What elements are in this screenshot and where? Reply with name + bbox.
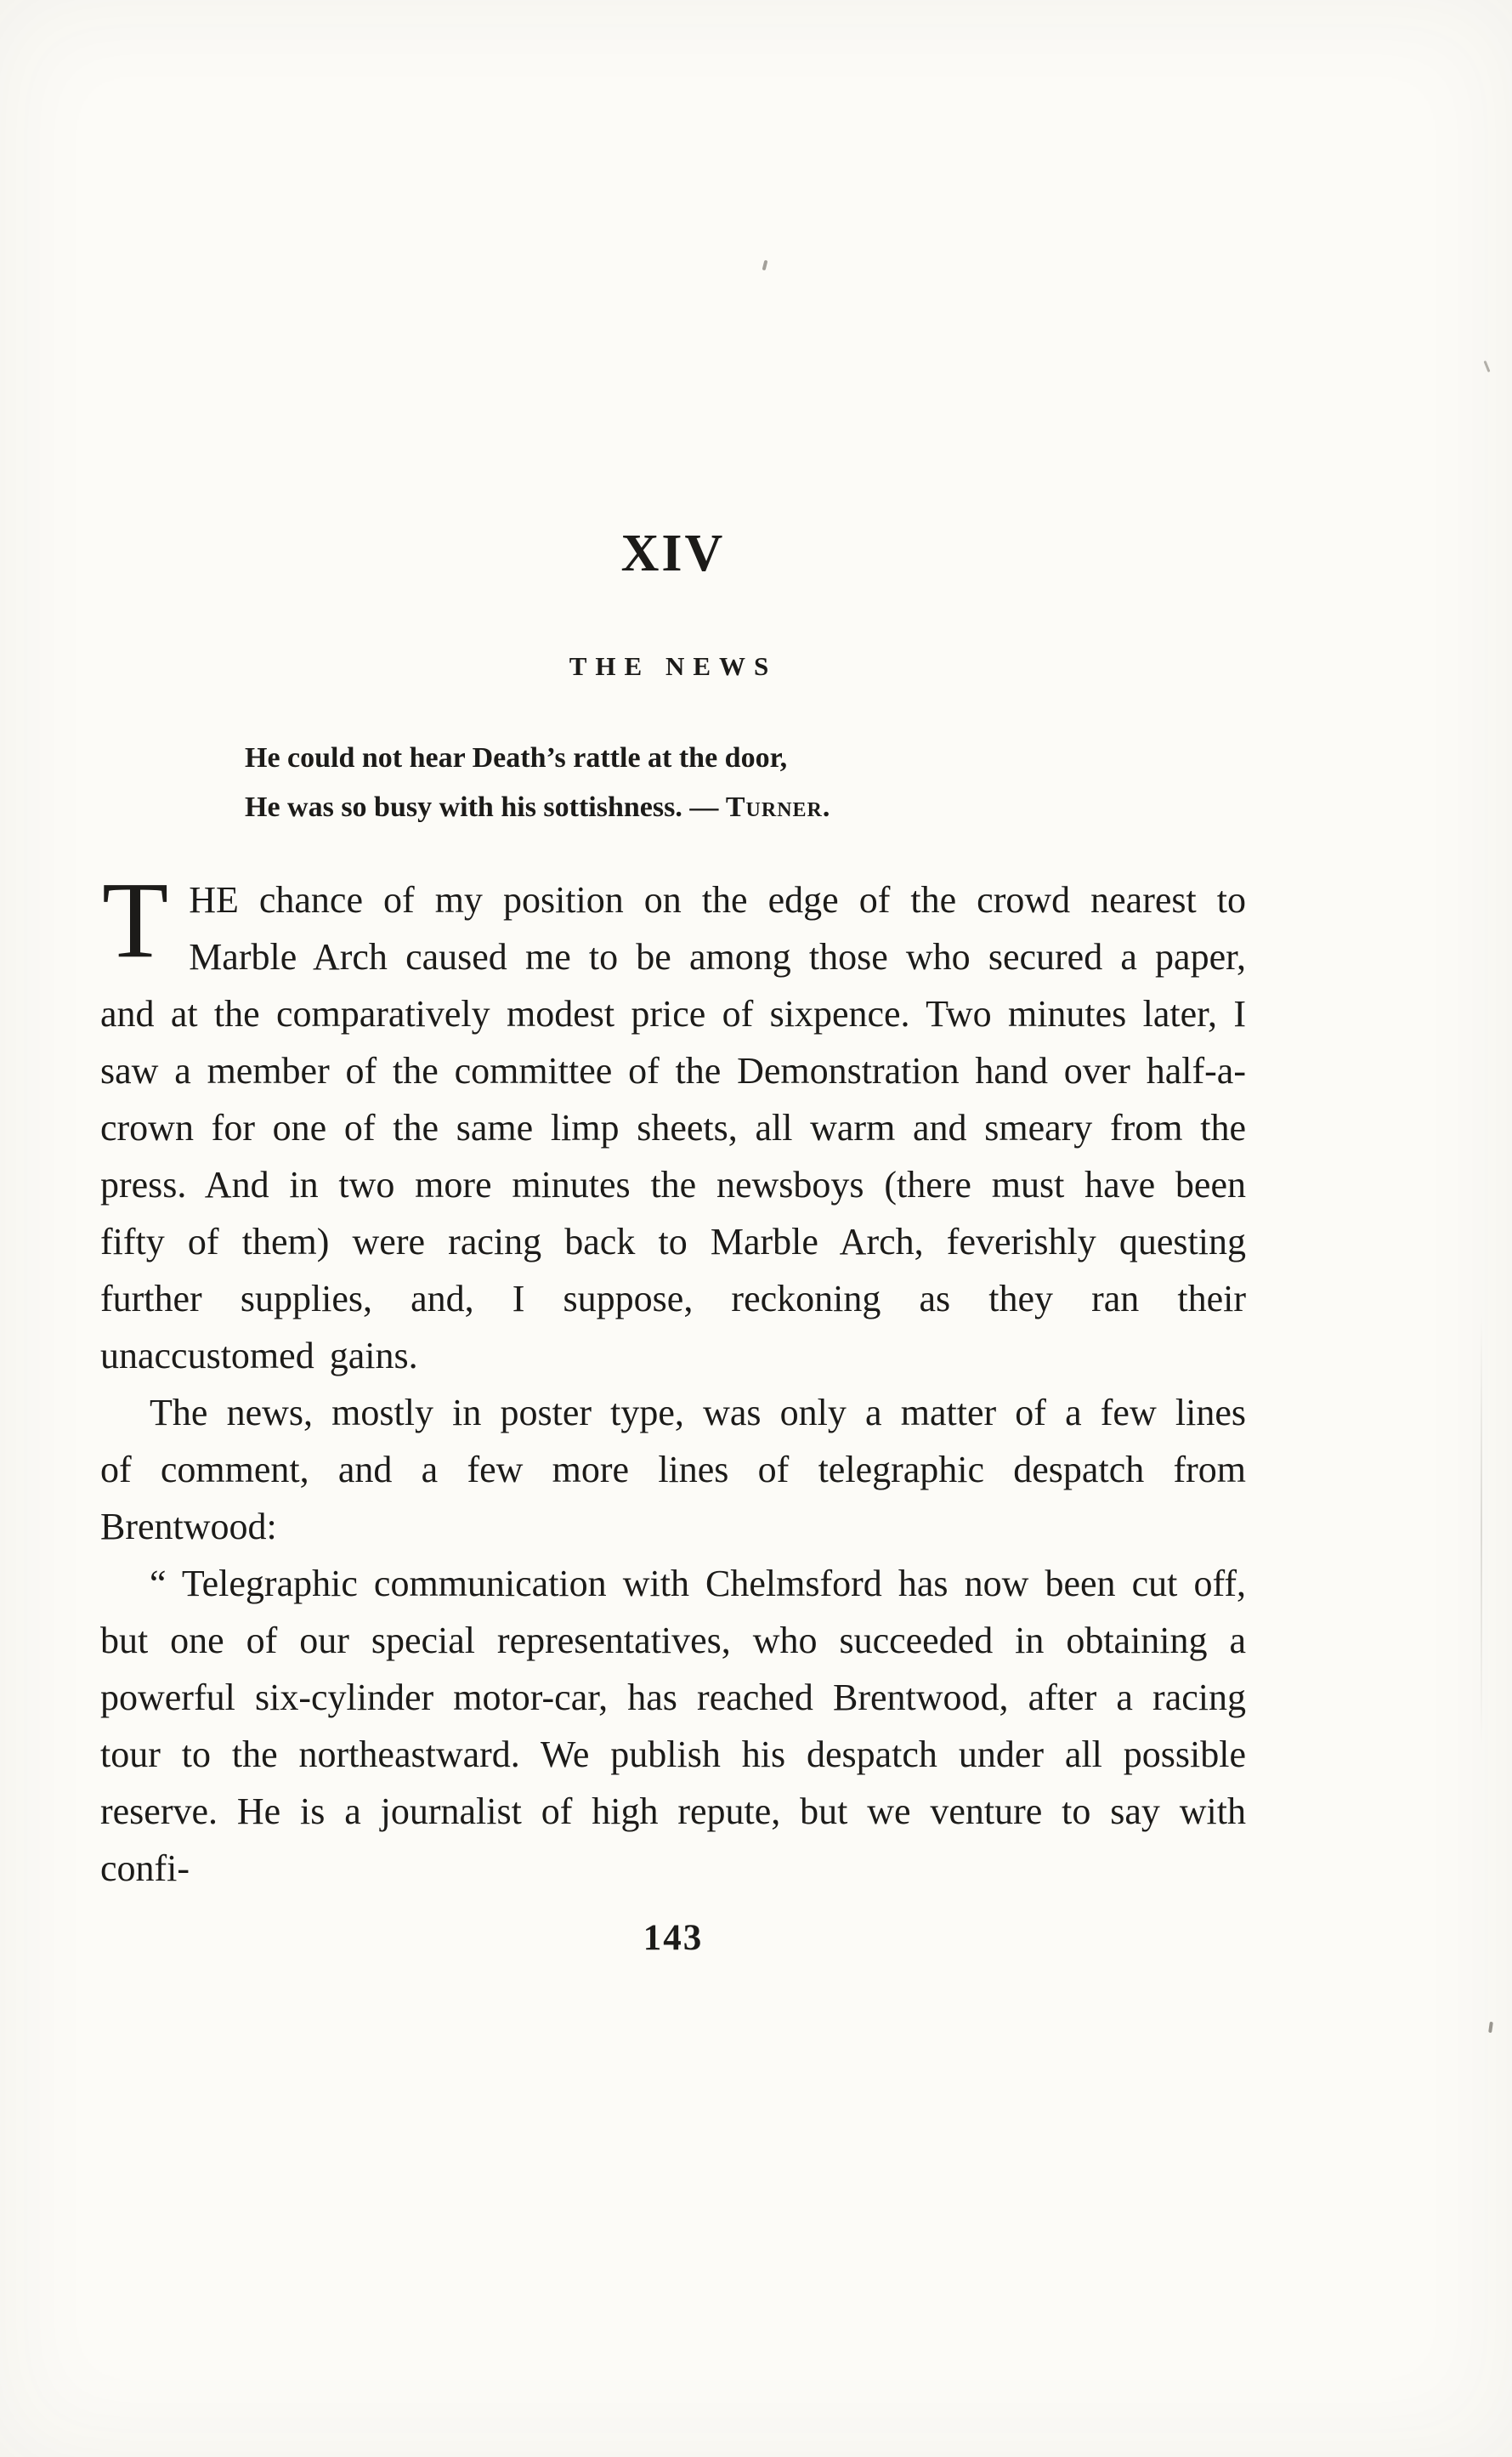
scan-artifact xyxy=(762,260,768,271)
epigraph xyxy=(245,734,1246,832)
epigraph-attribution: Turner. xyxy=(725,792,831,823)
epigraph-line-2-text: He was so busy with his sottishness. — xyxy=(245,792,726,823)
paragraph-3: “ Telegraphic communication with Chelmsford has now been cut off, but one of our special representatives, who succeeded in obtaining a powerful six-cylinder motor-car, has reached Brentwood, after a racing tour to the northeastward. We publish his despatch under all possible reserve. He is a journalist of high repute, but we venture to say with confi- xyxy=(100,1563,1246,1889)
paragraph-1-text: HE chance of my position on the edge of the crowd nearest to Marble Arch caused me to be among those who secured a paper, and at the comparatively modest price of sixpence. Two minutes later, I saw a member of the committee of the Demonstration hand over half-a-crown for one of the same limp sheets, all warm and smeary from the press. And in two more minutes the newsboys (there must have been fifty of them) were racing back to Marble Arch, feverishly questing further supplies, and, I suppose, reckoning as they ran their unaccustomed gains. xyxy=(100,879,1246,1376)
page-content xyxy=(100,527,1246,1959)
epigraph-line-1: He could not hear Death’s rattle at the door, xyxy=(245,742,788,774)
chapter-title: THE NEWS xyxy=(569,651,778,681)
paragraph-2: The news, mostly in poster type, was only a matter of a few lines of comment, and a few more lines of telegraphic despatch from Brentwood: xyxy=(100,1392,1246,1547)
scan-artifact xyxy=(1483,360,1490,372)
epigraph-line-2 xyxy=(245,783,1246,832)
paragraph-1 xyxy=(100,860,1246,1384)
page-number: 143 xyxy=(643,1918,704,1958)
drop-cap: T xyxy=(102,860,169,980)
chapter-number: XIV xyxy=(620,525,726,582)
scan-artifact xyxy=(1488,2022,1493,2033)
scan-artifact xyxy=(1481,1314,1482,1747)
